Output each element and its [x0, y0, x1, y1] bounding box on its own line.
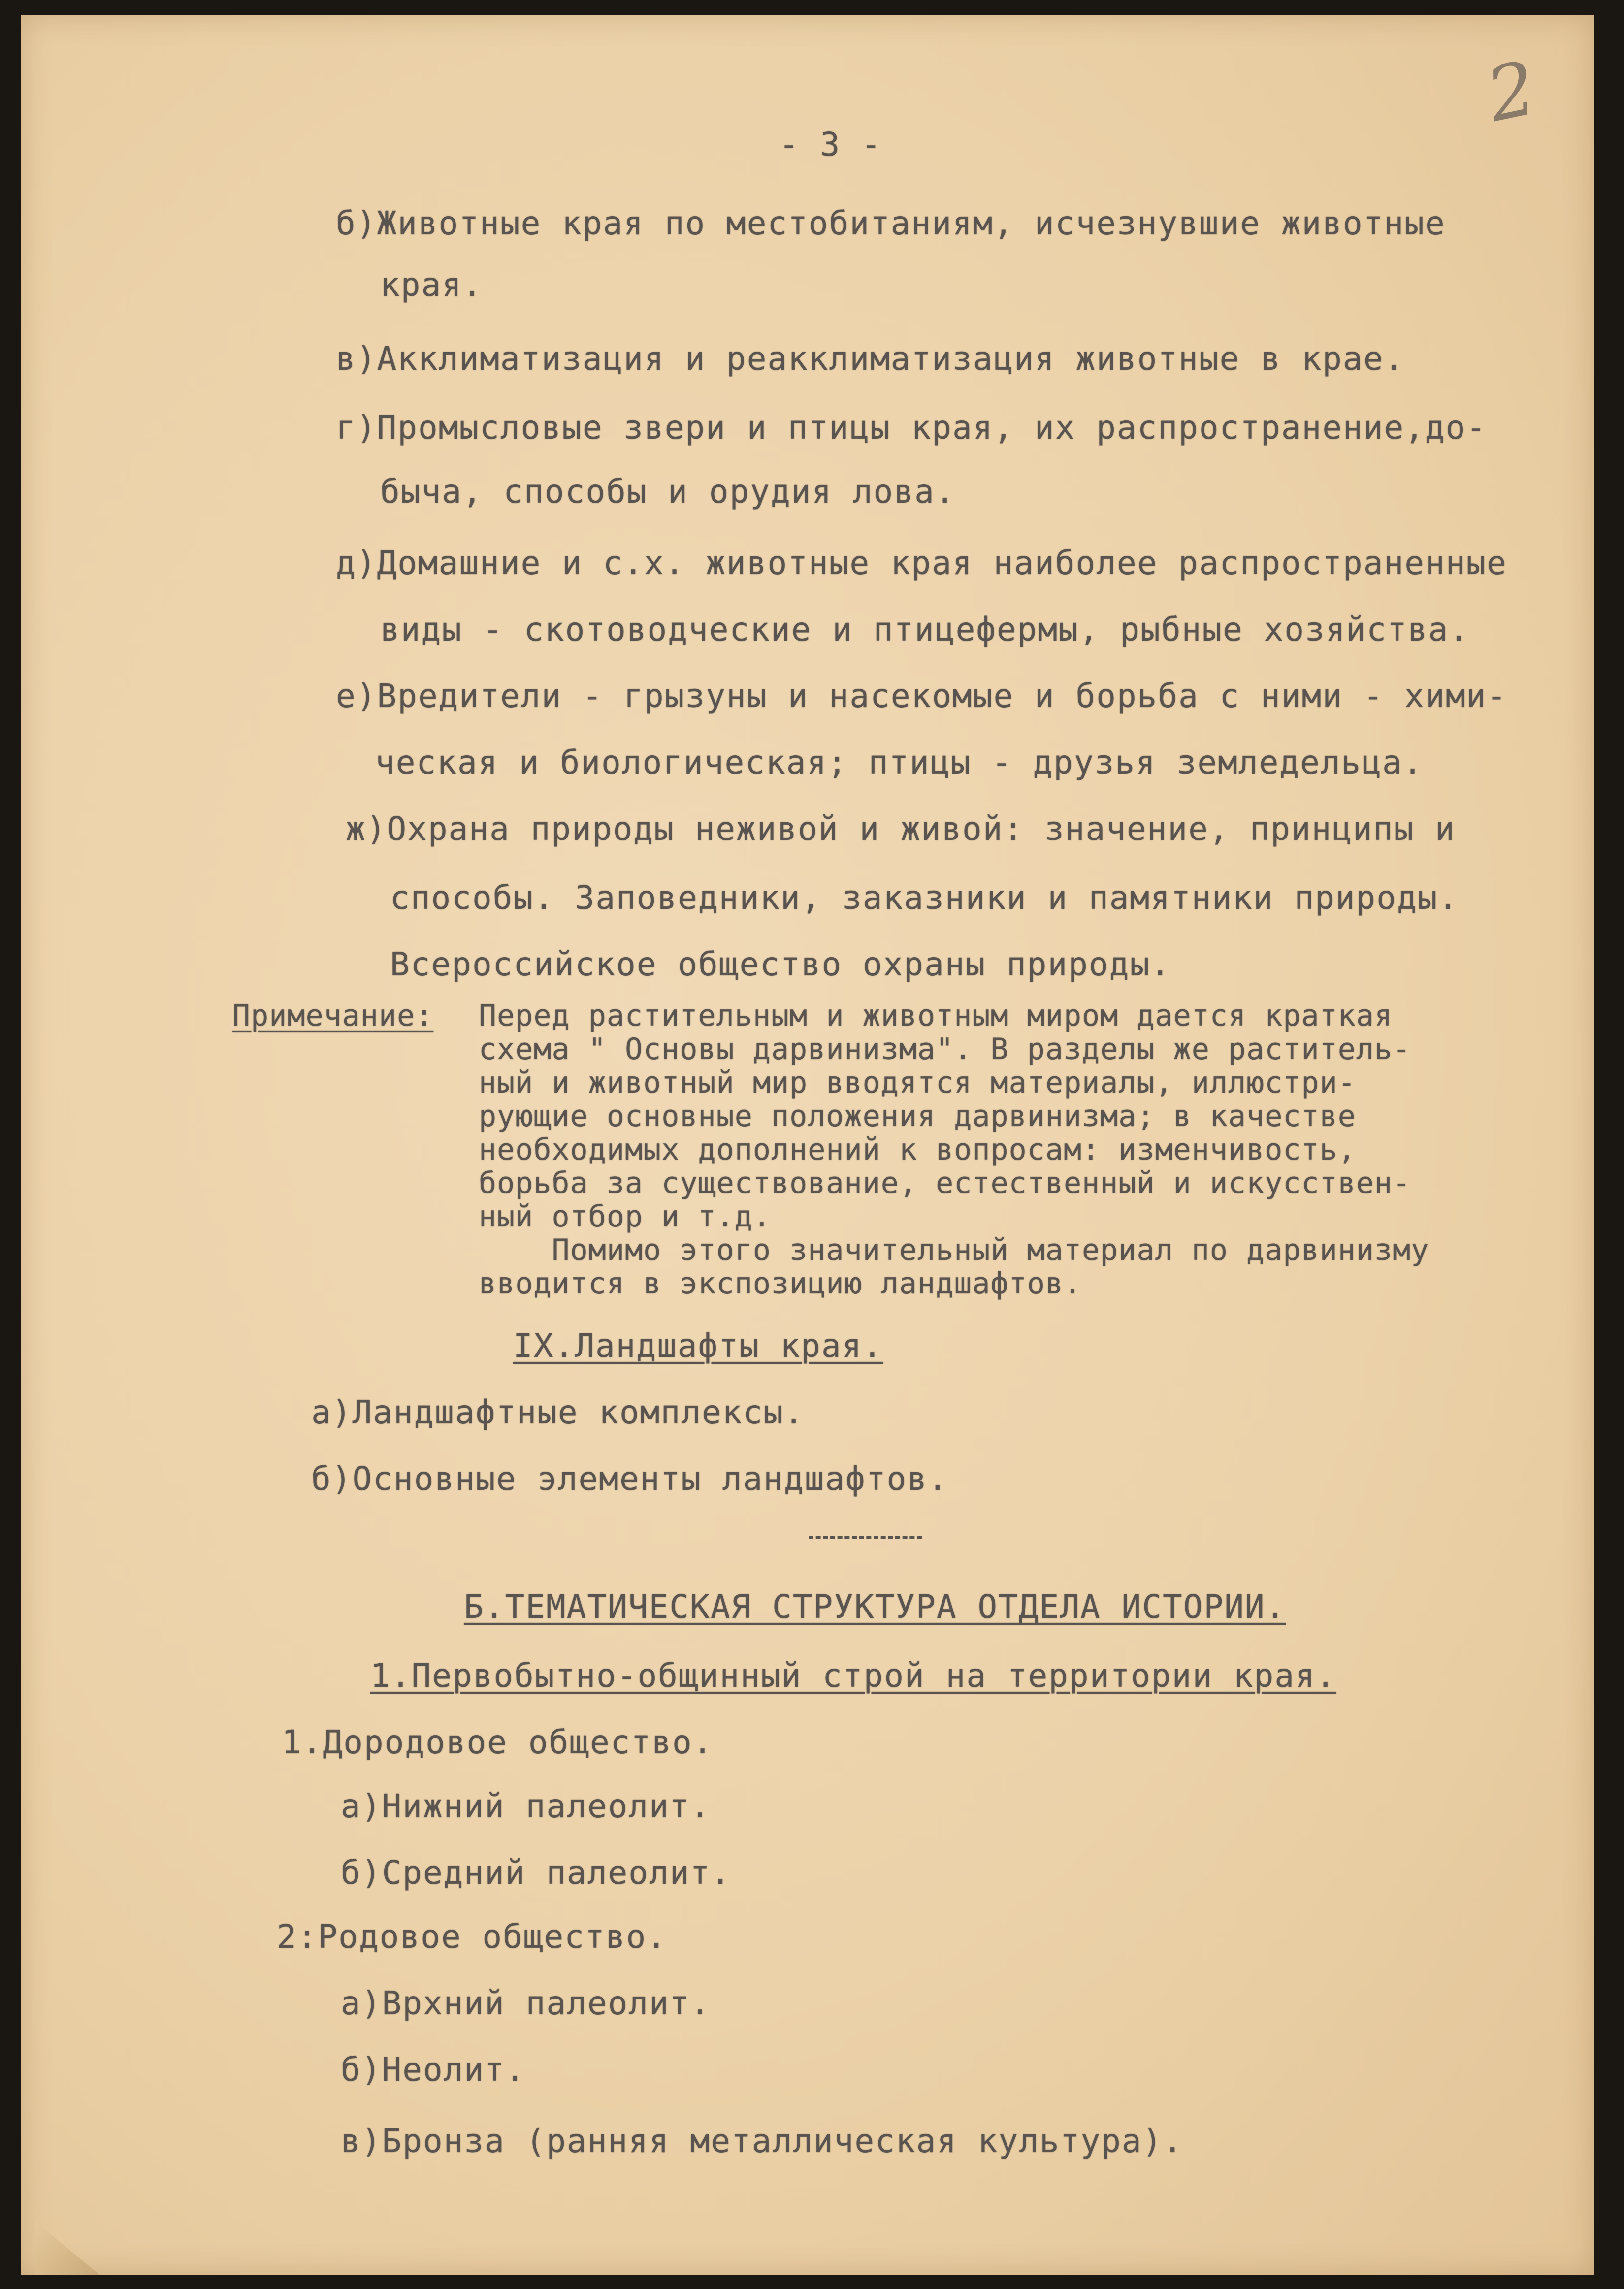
- document-sheet: [21, 15, 1594, 2275]
- note-line: схема " Основы дарвинизма". В разделы же раститель-: [479, 1032, 1411, 1066]
- history-item-2v: в)Бронза (ранняя металлическая культура).: [341, 2122, 1184, 2160]
- item-b-line-2: края.: [380, 266, 483, 304]
- folded-corner: [35, 2186, 99, 2275]
- item-zh-line-3: Всероссийское общество охраны природы.: [390, 945, 1171, 983]
- item-zh-line-1: ж)Охрана природы неживой и живой: значение, принципы и: [346, 810, 1456, 848]
- separator-dashes: [809, 1536, 922, 1539]
- history-item-2: 2:Родовое общество.: [277, 1918, 667, 1956]
- history-item-2b: б)Неолит.: [341, 2051, 526, 2089]
- landscapes-heading: IX.Ландшафты края.: [513, 1327, 883, 1365]
- history-item-1a: а)Нижний палеолит.: [341, 1787, 711, 1825]
- item-v: в)Акклиматизация и реакклиматизация животные в крае.: [336, 340, 1405, 378]
- landscapes-item-a: а)Ландшафтные комплексы.: [311, 1393, 805, 1431]
- history-subheading: 1.Первобытно-общинный строй на территории края.: [370, 1657, 1336, 1695]
- handwritten-page-number: 2: [1479, 45, 1544, 139]
- note-line: вводится в экспозицию ландшафтов.: [479, 1266, 1082, 1301]
- history-item-1b: б)Средний палеолит.: [341, 1854, 731, 1892]
- item-e-line-2: ческая и биологическая; птицы - друзья земледельца.: [375, 743, 1424, 781]
- item-e-line-1: е)Вредители - грызуны и насекомые и борьба с ними - хими-: [336, 677, 1507, 715]
- note-label: Примечание:: [232, 999, 434, 1033]
- note-line: борьба за существование, естественный и искусствен-: [479, 1166, 1411, 1200]
- landscapes-item-b: б)Основные элементы ландшафтов.: [311, 1460, 948, 1498]
- item-g-line-2: быча, способы и орудия лова.: [380, 473, 956, 511]
- note-line: Помимо этого значительный материал по дарвинизму: [479, 1233, 1429, 1267]
- item-g-line-1: г)Промысловые звери и птицы края, их распространение,до-: [336, 409, 1487, 447]
- item-b-line-1: б)Животные края по местобитаниям, исчезнувшие животные: [336, 204, 1446, 242]
- note-line: необходимых дополнений к вопросам: изменчивость,: [479, 1132, 1356, 1167]
- history-heading: Б.ТЕМАТИЧЕСКАЯ СТРУКТУРА ОТДЕЛА ИСТОРИИ.: [464, 1588, 1286, 1626]
- item-zh-line-2: способы. Заповедники, заказники и памятники природы.: [390, 879, 1459, 917]
- note-line: Перед растительным и животным миром дается краткая: [479, 999, 1393, 1033]
- page-number: - 3 -: [779, 126, 882, 163]
- item-d-line-1: д)Домашние и с.х. животные края наиболее распространенные: [336, 544, 1507, 582]
- note-line: ный отбор и т.д.: [479, 1199, 771, 1234]
- note-line: рующие основные положения дарвинизма; в качестве: [479, 1099, 1356, 1133]
- item-d-line-2: виды - скотоводческие и птицефермы, рыбные хозяйства.: [380, 611, 1469, 648]
- note-line: ный и животный мир вводятся материалы, иллюстри-: [479, 1065, 1356, 1100]
- history-item-2a: а)Врхний палеолит.: [341, 1984, 711, 2022]
- history-item-1: 1.Дородовое общество.: [282, 1723, 714, 1761]
